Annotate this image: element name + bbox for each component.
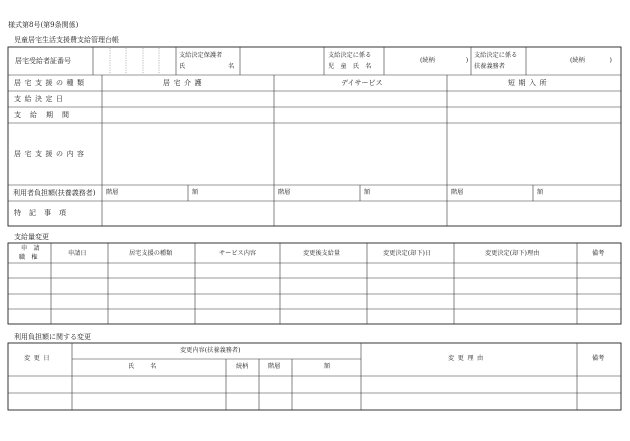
h-remarks-3: 備考 bbox=[592, 355, 605, 362]
h-tier: 階層 bbox=[268, 363, 281, 370]
form-number: 様式第8号(第9条関係) bbox=[8, 21, 79, 29]
recipient-cert-no-label: 居宅受給者証番号 bbox=[15, 57, 71, 65]
col-day-service: デイサービス bbox=[341, 79, 383, 87]
guardian-label-top: 支給決定保護者 bbox=[179, 52, 223, 59]
h-name: 氏名 bbox=[128, 363, 173, 370]
guardian-label-right: 名 bbox=[228, 63, 235, 70]
col-home-care: 居宅介護 bbox=[163, 79, 205, 87]
applicant-label-bottom: 職 権 bbox=[19, 254, 38, 261]
h-change-reason: 変更理由 bbox=[448, 355, 487, 362]
h-service-type: 居宅支援の種類 bbox=[129, 250, 173, 257]
content-label: 居宅支援の内容 bbox=[14, 150, 88, 158]
applicant-label-top: 申 請 bbox=[21, 245, 40, 252]
amount-home-care: 額 bbox=[192, 189, 199, 196]
obligor-label-bottom: 扶養義務者 bbox=[474, 63, 505, 70]
period-label: 支給期間 bbox=[14, 111, 78, 119]
child-relation: (続柄 ) bbox=[420, 57, 469, 64]
h-decision-date: 変更決定(却下)日 bbox=[383, 250, 432, 257]
obligor-label-top: 支給決定に係る bbox=[474, 52, 518, 59]
tier-day-service: 階層 bbox=[278, 189, 291, 196]
tier-short-stay: 階層 bbox=[451, 189, 464, 196]
h-apply-date: 申請日 bbox=[68, 250, 87, 257]
amount-short-stay: 額 bbox=[537, 189, 544, 196]
form-title: 児童居宅生活支援費支給管理台帳 bbox=[14, 36, 119, 44]
h-change-date: 変更日 bbox=[24, 355, 54, 362]
h-decision-reason: 変更決定(却下)理由 bbox=[485, 250, 540, 257]
h-change-content: 変更内容(扶養義務者) bbox=[180, 347, 241, 354]
col-short-stay: 短期入所 bbox=[508, 79, 550, 87]
section3-title: 利用負担額に関する変更 bbox=[14, 333, 91, 341]
child-label-bottom: 児 童 氏 名 bbox=[328, 63, 372, 70]
h-new-amount: 変更後支給量 bbox=[303, 250, 341, 257]
burden-label: 利用者負担額(扶養義務者) bbox=[13, 189, 96, 197]
section2-title: 支給量変更 bbox=[14, 233, 49, 241]
h-remarks: 備考 bbox=[592, 250, 605, 257]
notes-label: 特記事項 bbox=[14, 209, 74, 217]
h-service-content: サービス内容 bbox=[219, 250, 257, 257]
guardian-label-left: 氏 bbox=[179, 63, 186, 70]
child-label-top: 支給決定に係る bbox=[328, 52, 372, 59]
obligor-relation: (続柄 ) bbox=[570, 57, 612, 64]
decision-date-label: 支給決定日 bbox=[14, 95, 67, 103]
service-type-label: 居宅支援の種類 bbox=[14, 79, 88, 87]
amount-day-service: 額 bbox=[364, 189, 371, 196]
h-amount: 額 bbox=[324, 363, 331, 370]
h-relation: 続柄 bbox=[236, 363, 249, 370]
tier-home-care: 階層 bbox=[106, 189, 119, 196]
